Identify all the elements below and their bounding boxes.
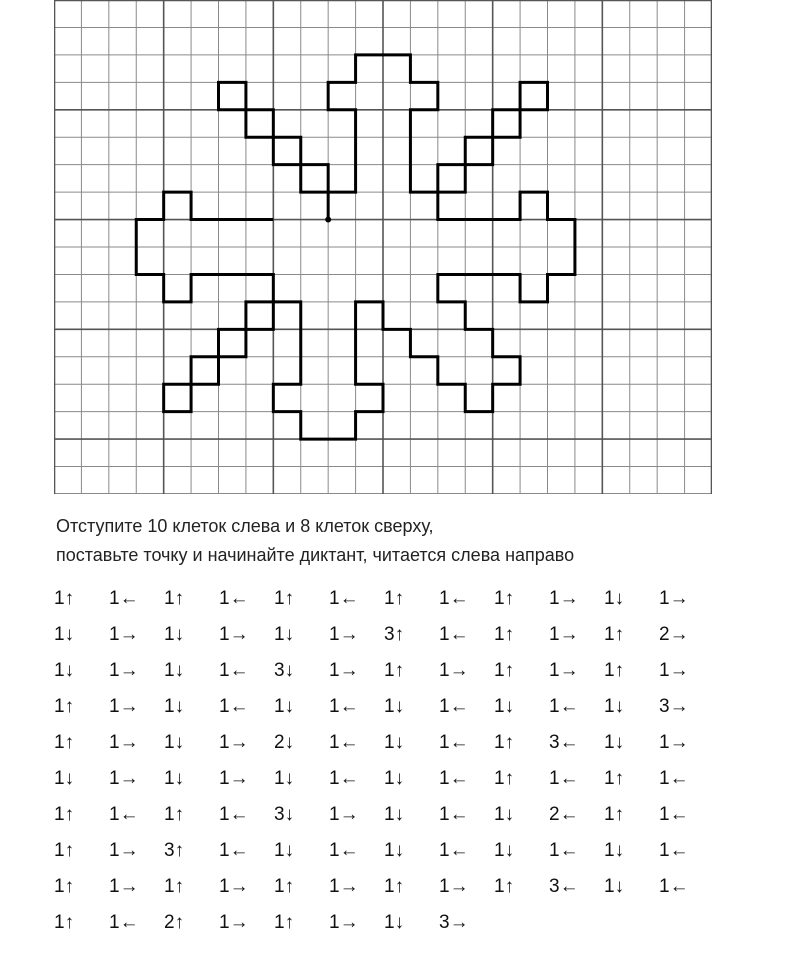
dictation-command: 1↓ bbox=[274, 696, 295, 717]
dictation-command: 1↓ bbox=[274, 768, 295, 789]
dictation-command: 1↓ bbox=[54, 660, 75, 681]
dictation-command: 1→ bbox=[659, 732, 689, 753]
dictation-command: 3↑ bbox=[164, 840, 185, 861]
dictation-command: 1→ bbox=[329, 624, 359, 645]
dictation-command: 1← bbox=[329, 840, 359, 861]
dictation-command: 1← bbox=[439, 732, 469, 753]
dictation-command: 1← bbox=[659, 840, 689, 861]
dictation-command: 1↑ bbox=[384, 660, 405, 681]
dictation-command: 1→ bbox=[109, 840, 139, 861]
dictation-command: 1↑ bbox=[494, 876, 515, 897]
dictation-command: 1↓ bbox=[54, 768, 75, 789]
dictation-command: 1← bbox=[439, 624, 469, 645]
dictation-command: 1↓ bbox=[274, 624, 295, 645]
dictation-command: 1← bbox=[219, 804, 249, 825]
dictation-command: 1↑ bbox=[604, 624, 625, 645]
dictation-command: 1← bbox=[329, 696, 359, 717]
dictation-command: 1↓ bbox=[604, 840, 625, 861]
dictation-command: 1→ bbox=[549, 624, 579, 645]
dictation-table bbox=[54, 588, 754, 958]
graph-paper-grid bbox=[54, 0, 712, 494]
dictation-command: 1→ bbox=[219, 624, 249, 645]
dictation-command: 1→ bbox=[219, 768, 249, 789]
dictation-command: 1→ bbox=[329, 912, 359, 933]
dictation-command: 1← bbox=[219, 588, 249, 609]
dictation-command: 1→ bbox=[329, 876, 359, 897]
instructions bbox=[56, 512, 756, 570]
dictation-command: 1↑ bbox=[494, 660, 515, 681]
dictation-command: 1→ bbox=[659, 588, 689, 609]
dictation-command: 1← bbox=[549, 768, 579, 789]
dictation-command: 1↓ bbox=[274, 840, 295, 861]
dictation-command: 1↓ bbox=[604, 732, 625, 753]
dictation-command: 1→ bbox=[549, 660, 579, 681]
dictation-command: 1→ bbox=[109, 876, 139, 897]
dictation-command: 1↑ bbox=[494, 588, 515, 609]
dictation-command: 1↑ bbox=[604, 768, 625, 789]
dictation-command: 1↑ bbox=[54, 588, 75, 609]
dictation-command: 1← bbox=[329, 732, 359, 753]
dictation-command: 1→ bbox=[219, 876, 249, 897]
dictation-command: 1↑ bbox=[384, 588, 405, 609]
dictation-command: 1↑ bbox=[274, 912, 295, 933]
dictation-command: 2← bbox=[549, 804, 579, 825]
dictation-command: 1← bbox=[549, 696, 579, 717]
dictation-command: 2→ bbox=[659, 624, 689, 645]
dictation-command: 1→ bbox=[219, 732, 249, 753]
dictation-command: 1↓ bbox=[164, 696, 185, 717]
dictation-command: 1↑ bbox=[274, 876, 295, 897]
dictation-command: 1→ bbox=[329, 660, 359, 681]
dictation-command: 3↓ bbox=[274, 804, 295, 825]
dictation-command: 1↑ bbox=[54, 696, 75, 717]
dictation-command: 1↓ bbox=[384, 804, 405, 825]
dictation-command: 1↑ bbox=[494, 732, 515, 753]
dictation-command: 1↑ bbox=[164, 876, 185, 897]
dictation-command: 1↑ bbox=[164, 804, 185, 825]
dictation-command: 1← bbox=[219, 660, 249, 681]
dictation-command: 1← bbox=[109, 912, 139, 933]
dictation-command: 1← bbox=[109, 588, 139, 609]
dictation-command: 1← bbox=[439, 588, 469, 609]
dictation-command: 1↑ bbox=[164, 588, 185, 609]
dictation-command: 1→ bbox=[109, 696, 139, 717]
dictation-command: 1→ bbox=[549, 588, 579, 609]
dictation-command: 1← bbox=[439, 840, 469, 861]
dictation-command: 2↓ bbox=[274, 732, 295, 753]
instructions-line-2: поставьте точку и начинайте диктант, читается слева направо bbox=[56, 545, 575, 565]
dictation-command: 1↑ bbox=[54, 804, 75, 825]
dictation-command: 1↓ bbox=[494, 840, 515, 861]
dictation-command: 1↑ bbox=[604, 660, 625, 681]
dictation-command: 1↓ bbox=[384, 732, 405, 753]
dictation-command: 1← bbox=[329, 768, 359, 789]
dictation-command: 3↓ bbox=[274, 660, 295, 681]
instructions-line-1: Отступите 10 клеток слева и 8 клеток сверху, bbox=[56, 516, 434, 536]
dictation-command: 1↓ bbox=[164, 624, 185, 645]
dictation-command: 1↓ bbox=[384, 768, 405, 789]
dictation-command: 1← bbox=[549, 840, 579, 861]
dictation-command: 1← bbox=[439, 768, 469, 789]
dictation-command: 1↓ bbox=[384, 840, 405, 861]
start-dot bbox=[325, 217, 331, 223]
dictation-command: 1↓ bbox=[384, 912, 405, 933]
dictation-command: 3→ bbox=[439, 912, 469, 933]
dictation-command: 1← bbox=[659, 876, 689, 897]
dictation-command: 1→ bbox=[439, 660, 469, 681]
dictation-command: 1↑ bbox=[384, 876, 405, 897]
dictation-command: 1↓ bbox=[604, 876, 625, 897]
dictation-command: 1↑ bbox=[54, 876, 75, 897]
dictation-command: 1→ bbox=[109, 732, 139, 753]
dictation-command: 1← bbox=[219, 696, 249, 717]
dictation-command: 1↑ bbox=[604, 804, 625, 825]
dictation-command: 1↑ bbox=[494, 768, 515, 789]
dictation-command: 1← bbox=[659, 804, 689, 825]
dictation-command: 3↑ bbox=[384, 624, 405, 645]
dictation-command: 1↓ bbox=[164, 768, 185, 789]
dictation-command: 2↑ bbox=[164, 912, 185, 933]
dictation-command: 1→ bbox=[659, 660, 689, 681]
dictation-command: 1↑ bbox=[54, 912, 75, 933]
dictation-command: 1↓ bbox=[604, 588, 625, 609]
dictation-command: 1↓ bbox=[384, 696, 405, 717]
dictation-command: 3← bbox=[549, 876, 579, 897]
dictation-command: 1→ bbox=[329, 804, 359, 825]
dictation-command: 1↓ bbox=[494, 804, 515, 825]
dictation-command: 1↑ bbox=[494, 624, 515, 645]
dictation-command: 1↓ bbox=[604, 696, 625, 717]
dictation-command: 1→ bbox=[109, 660, 139, 681]
dictation-command: 1→ bbox=[109, 768, 139, 789]
dictation-command: 1← bbox=[219, 840, 249, 861]
dictation-command: 1↑ bbox=[54, 732, 75, 753]
dictation-command: 1↓ bbox=[164, 732, 185, 753]
dictation-command: 1↓ bbox=[164, 660, 185, 681]
dictation-command: 3← bbox=[549, 732, 579, 753]
dictation-command: 1↑ bbox=[54, 840, 75, 861]
dictation-command: 1← bbox=[109, 804, 139, 825]
dictation-command: 1↓ bbox=[54, 624, 75, 645]
dictation-command: 1← bbox=[659, 768, 689, 789]
dictation-command: 1→ bbox=[439, 876, 469, 897]
dictation-command: 1← bbox=[439, 696, 469, 717]
dictation-command: 1↓ bbox=[494, 696, 515, 717]
dictation-command: 1→ bbox=[219, 912, 249, 933]
dictation-command: 1← bbox=[439, 804, 469, 825]
dictation-command: 1↑ bbox=[274, 588, 295, 609]
dictation-command: 3→ bbox=[659, 696, 689, 717]
dictation-command: 1← bbox=[329, 588, 359, 609]
dictation-command: 1→ bbox=[109, 624, 139, 645]
